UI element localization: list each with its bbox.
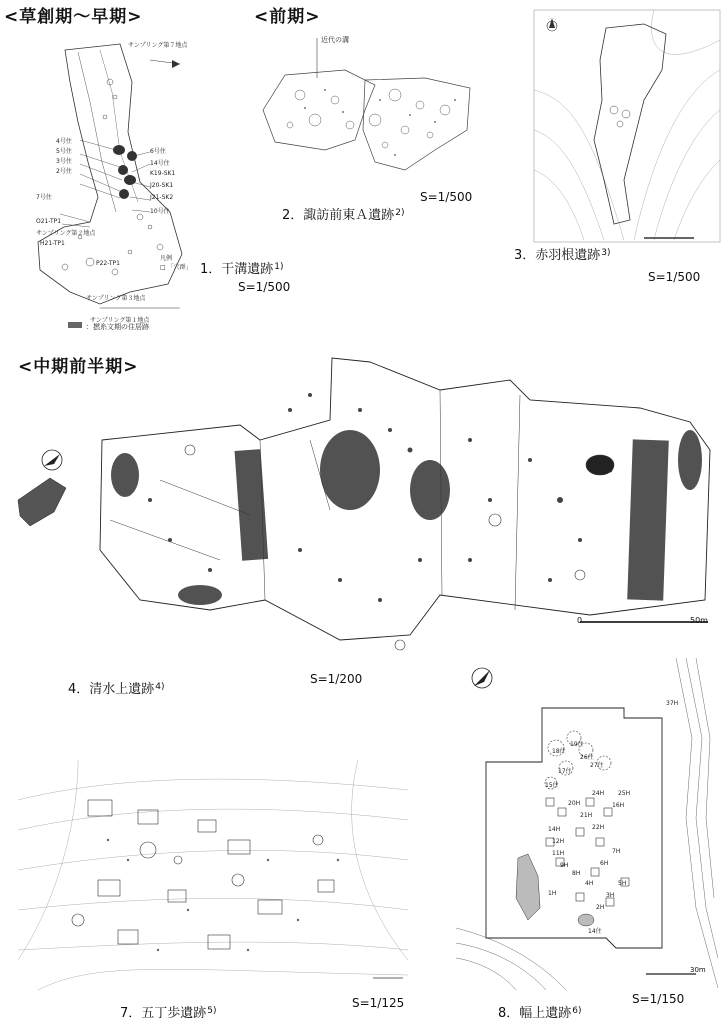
map1-label: サンプリング第７地点	[128, 42, 188, 49]
figure-caption-1: 1．干溝遺跡$^{1)}$	[200, 262, 284, 277]
map8-label: 6H	[600, 860, 609, 867]
figure-caption-7: 7．五丁歩遺跡$^{5)}$	[120, 1006, 217, 1021]
figure-caption-4: 4．清水上遺跡$^{4)}$	[68, 682, 165, 697]
map8-label: 1H	[548, 890, 557, 897]
figure-scale-4: S=1/200	[310, 672, 363, 686]
map8-label: 21H	[580, 812, 593, 819]
map8-label: 8H	[572, 870, 581, 877]
map1-legend-item: □ 「穴群」	[160, 264, 192, 271]
site-map-3	[534, 10, 720, 242]
map1-label: O21-TP1	[36, 218, 62, 225]
map8-label: 9H	[560, 862, 569, 869]
map1-label: 4号住	[56, 138, 72, 145]
map8-label: 16H	[612, 802, 625, 809]
figure-caption-3: 3．赤羽根遺跡$^{3)}$	[514, 248, 611, 263]
map4-scale-left: 0	[577, 616, 583, 625]
map2-label-modern-ditch: 近代の溝	[321, 36, 349, 44]
figure-caption-8: 8．幅上遺跡$^{6)}$	[498, 1006, 582, 1021]
section-header-former: <前期>	[254, 7, 321, 27]
map8-label: 25H	[618, 790, 631, 797]
map8-label: 19住	[570, 741, 584, 748]
map1-label: 3号住	[56, 158, 72, 165]
map1-label: サンプリング第１地点	[90, 317, 150, 324]
figure-scale-1: S=1/500	[238, 280, 291, 294]
map8-label: 27住	[590, 762, 604, 769]
map8-label: 2H	[596, 904, 605, 911]
map1-label: 14号住	[150, 160, 170, 167]
map1-label: J20-SK1	[150, 182, 174, 189]
map1-label: 5号住	[56, 148, 72, 155]
map8-label: 18住	[552, 748, 566, 755]
map1-label: 2号住	[56, 168, 72, 175]
map8-scale-right: 30m	[690, 966, 706, 974]
figure-scale-2: S=1/500	[420, 190, 473, 204]
map1-label: P22-TP1	[96, 260, 120, 267]
figure-scale-7: S=1/125	[352, 996, 405, 1010]
map8-label: 20H	[568, 800, 581, 807]
map1-label: 6号住	[150, 148, 166, 155]
section-header-early: <草創期～早期>	[4, 7, 143, 27]
map8-label: 15住	[545, 782, 559, 789]
map1-label: 7号住	[36, 194, 52, 201]
map8-label: 11H	[552, 850, 565, 857]
figure-scale-8: S=1/150	[632, 992, 685, 1006]
map8-label: 7H	[612, 848, 621, 855]
map1-legend-text: ：撚糸文期の住居跡	[86, 323, 149, 331]
map1-label: J21-SK2	[150, 194, 174, 201]
site-map-8	[456, 658, 718, 990]
map8-label: 17住	[558, 768, 572, 775]
figure-caption-2: 2．諏訪前東Ａ遺跡$^{2)}$	[282, 208, 405, 223]
map1-label: サンプリング第３地点	[86, 295, 146, 302]
site-map-1	[20, 22, 220, 327]
map8-label: 5H	[618, 880, 627, 887]
map8-label: 37H	[666, 700, 679, 707]
map1-label: H21-TP1	[40, 240, 65, 247]
figure-scale-3: S=1/500	[648, 270, 701, 284]
map8-label: 22H	[592, 824, 605, 831]
map8-label: 26住	[580, 754, 594, 761]
map8-label: 4H	[585, 880, 594, 887]
site-map-4	[10, 300, 715, 660]
map8-label: 14H	[548, 826, 561, 833]
map8-label: 24H	[592, 790, 605, 797]
site-map-7	[18, 760, 408, 990]
map1-legend-title: 凡例	[160, 255, 173, 262]
section-header-middle: <中期前半期>	[18, 357, 139, 377]
map4-scale-right: 50m	[690, 616, 708, 625]
map8-label: 14住	[588, 928, 602, 935]
map1-label: K19-SK1	[150, 170, 176, 177]
map8-label: 3H	[606, 892, 615, 899]
map8-label: 12H	[552, 838, 565, 845]
map1-label: サンプリング第２地点	[36, 230, 96, 237]
map1-label: 10号住	[150, 208, 170, 215]
site-map-2	[255, 30, 485, 200]
